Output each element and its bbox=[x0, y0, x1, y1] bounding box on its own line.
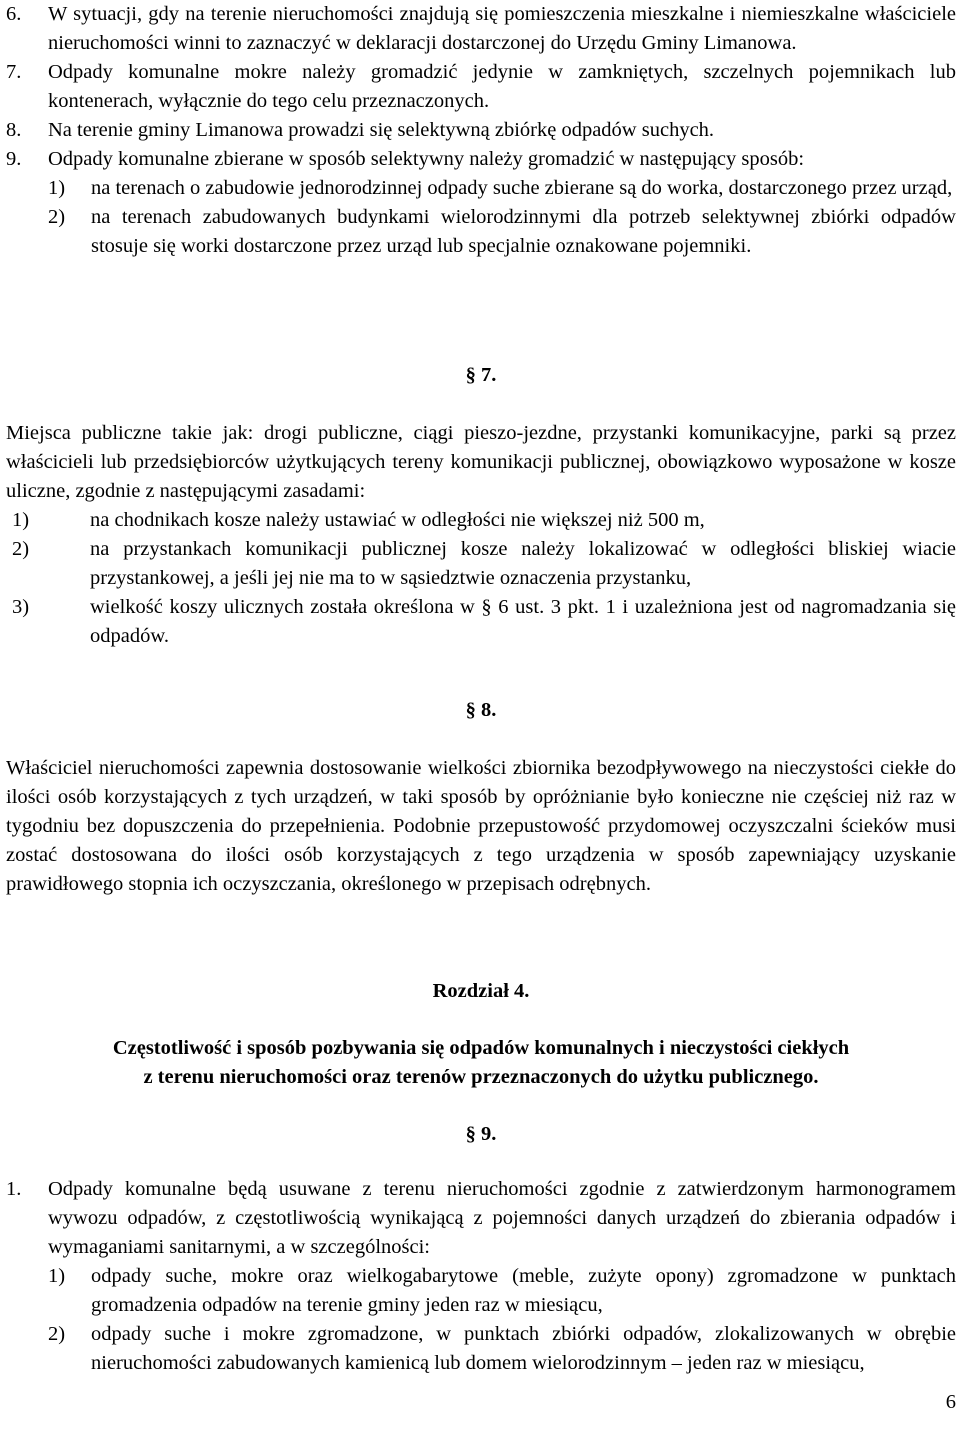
list-item: 9. Odpady komunalne zbierane w sposób selektywny należy gromadzić w następujący sposób: bbox=[6, 148, 805, 170]
list-item: 8. Na terenie gminy Limanowa prowadzi się selektywną zbiórkę odpadów suchych. bbox=[6, 119, 715, 141]
list-item: 7. Odpady komunalne mokre należy gromadzić jedynie w zamkniętych, szczelnych pojemnikach lub kontenerach, wyłącznie do tego celu przeznaczonych. bbox=[6, 61, 956, 112]
list-item: 6. W sytuacji, gdy na terenie nieruchomości znajdują się pomieszczenia mieszkalne i niemieszkalne właściciele nieruchomości winni to zaznaczyć w deklaracji dostarczonej do Urzędu Gminy Limanowa. bbox=[6, 3, 956, 54]
chapter-title-line-2: z terenu nieruchomości oraz terenów przeznaczonych do użytku publicznego. bbox=[143, 1066, 819, 1088]
section-7-intro: Miejsca publiczne takie jak: drogi publiczne, ciągi pieszo-jezdne, przystanki komunikacyjne, parki są przez właścicieli lub przedsiębiorców użytkujących tereny komunikacji publicznej, obowiązkowo wyposażone w kosze uliczne, zgodnie z następującymi zasadami: bbox=[6, 422, 956, 502]
section-8 bbox=[6, 754, 956, 899]
chapter-label: Rozdział 4. bbox=[432, 980, 530, 1002]
section-9 bbox=[6, 1175, 956, 1378]
sub-list-item: 2) na terenach zabudowanych budynkami wielorodzinnymi dla potrzeb selektywnej zbiórki odpadów stosuje się worki dostarczone przez urząd lub specjalnie oznakowane pojemniki. bbox=[48, 206, 956, 257]
section-8-text: Właściciel nieruchomości zapewnia dostosowanie wielkości zbiornika bezodpływowego na nieczystości ciekłe do ilości osób korzystających z tych urządzeń, w taki sposób by opróżnianie było konieczne nie częściej niż raz w tygodniu bez dopuszczenia do przepełnienia. Podobnie przepustowość przydomowej oczyszczalni ścieków musi zostać dostosowana do ilości osób korzystających z tego urządzenia w sposób zapewniający uzyskanie prawidłowego stopnia ich oczyszczania, określonego w przepisach odrębnych. bbox=[6, 757, 956, 895]
list-item: 1. Odpady komunalne będą usuwane z terenu nieruchomości zgodnie z zatwierdzonym harmonogramem wywozu odpadów, z częstotliwością wynikającą z pojemności danych urządzeń do zbierania odpadów i wymaganiami sanitarnymi, a w szczególności: bbox=[6, 1178, 956, 1258]
top-list bbox=[6, 0, 956, 261]
sub-list-item: 1) odpady suche, mokre oraz wielkogabarytowe (meble, zużyte opony) zgromadzone w punktach gromadzenia odpadów na terenie gminy jeden raz w miesiącu, bbox=[48, 1265, 956, 1316]
page-number: 6 bbox=[945, 1391, 956, 1413]
chapter-title bbox=[6, 1034, 956, 1092]
list-item: 1) na chodnikach kosze należy ustawiać w odległości nie większej niż 500 m, bbox=[12, 509, 705, 531]
section-9-heading: § 9. bbox=[465, 1123, 497, 1145]
section-7-heading: § 7. bbox=[465, 364, 497, 386]
list-item: 2) na przystankach komunikacji publicznej kosze należy lokalizować w odległości bliskiej wiacie przystankowej, a jeśli jej nie ma to w sąsiedztwie oznaczenia przystanku, bbox=[12, 538, 956, 589]
section-8-heading: § 8. bbox=[465, 699, 497, 721]
sub-list-item: 1) na terenach o zabudowie jednorodzinnej odpady suche zbierane są do worka, dostarczonego przez urząd, bbox=[48, 177, 953, 199]
section-7 bbox=[6, 419, 956, 651]
sub-list-item: 2) odpady suche i mokre zgromadzone, w punktach zbiórki odpadów, zlokalizowanych w obrębie nieruchomości zabudowanych kamienicą lub domem wielorodzinnym – jeden raz w miesiącu, bbox=[48, 1323, 956, 1374]
chapter-title-line-1: Częstotliwość i sposób pozbywania się odpadów komunalnych i nieczystości ciekłych bbox=[112, 1037, 850, 1059]
list-item: 3) wielkość koszy ulicznych została określona w § 6 ust. 3 pkt. 1 i uzależniona jest od nagromadzania się odpadów. bbox=[12, 596, 956, 647]
